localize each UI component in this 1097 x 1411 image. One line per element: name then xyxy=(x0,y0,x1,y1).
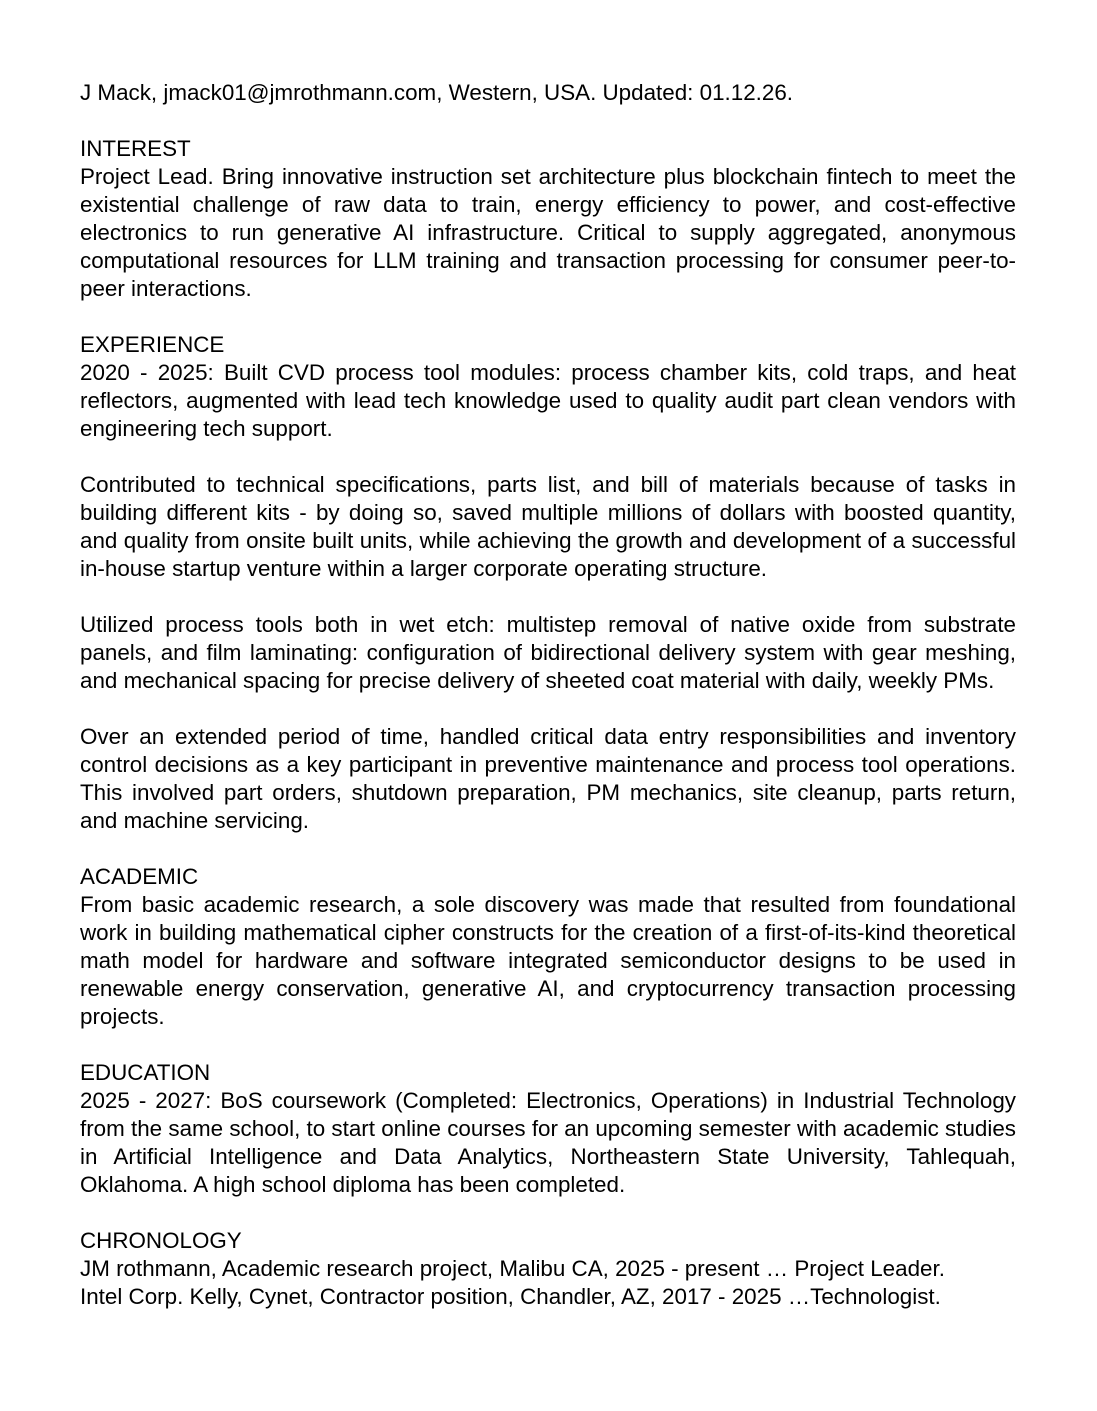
academic-heading: ACADEMIC xyxy=(80,864,199,889)
education-section xyxy=(80,1059,1016,1199)
contact-header: J Mack, jmack01@jmrothmann.com, Western, USA. Updated: 01.12.26. xyxy=(80,80,793,105)
experience-paragraph: Over an extended period of time, handled critical data entry responsibilities and inventory control decisions as a key participant in preventive maintenance and process tool operations. This involved part orders, shutdown preparation, PM mechanics, site cleanup, parts return, and machine servicing. xyxy=(80,724,1016,833)
academic-section xyxy=(80,863,1016,1031)
experience-paragraph: 2020 - 2025: Built CVD process tool modules: process chamber kits, cold traps, and heat reflectors, augmented with lead tech knowledge used to quality audit part clean vendors with engineering tech support. xyxy=(80,360,1016,441)
resume-page xyxy=(80,79,1016,1311)
experience-paragraph: Contributed to technical specifications, parts list, and bill of materials because of tasks in building different kits - by doing so, saved multiple millions of dollars with boosted quantity, and quality from onsite built units, while achieving the growth and development of a successful in-house startup venture within a larger corporate operating structure. xyxy=(80,472,1016,581)
interest-section xyxy=(80,135,1016,303)
chronology-section xyxy=(80,1227,1016,1311)
education-paragraph: 2025 - 2027: BoS coursework (Completed: Electronics, Operations) in Industrial Technology from the same school, to start online courses for an upcoming semester with academic studies in Artificial Intelligence and Data Analytics, Northeastern State University, Tahlequah, Oklahoma. A high school diploma has been completed. xyxy=(80,1088,1016,1197)
experience-paragraph: Utilized process tools both in wet etch: multistep removal of native oxide from substrate panels, and film laminating: configuration of bidirectional delivery system with gear meshing, and mechanical spacing for precise delivery of sheeted coat material with daily, weekly PMs. xyxy=(80,612,1016,693)
chronology-heading: CHRONOLOGY xyxy=(80,1228,242,1253)
academic-paragraph: From basic academic research, a sole discovery was made that resulted from foundational work in building mathematical cipher constructs for the creation of a first-of-its-kind theoretical math model for hardware and software integrated semiconductor designs to be used in renewable energy conservation, generative AI, and cryptocurrency transaction processing projects. xyxy=(80,892,1016,1029)
experience-section xyxy=(80,331,1016,835)
chronology-entry: JM rothmann, Academic research project, Malibu CA, 2025 - present … Project Leader. xyxy=(80,1256,945,1281)
interest-heading: INTEREST xyxy=(80,136,191,161)
chronology-entry: Intel Corp. Kelly, Cynet, Contractor position, Chandler, AZ, 2017 - 2025 …Technologist. xyxy=(80,1284,941,1309)
interest-paragraph: Project Lead. Bring innovative instruction set architecture plus blockchain fintech to meet the existential challenge of raw data to train, energy efficiency to power, and cost-effective electronics to run generative AI infrastructure. Critical to supply aggregated, anonymous computational resources for LLM training and transaction processing for consumer peer-to-peer interactions. xyxy=(80,164,1016,301)
experience-heading: EXPERIENCE xyxy=(80,332,225,357)
education-heading: EDUCATION xyxy=(80,1060,211,1085)
